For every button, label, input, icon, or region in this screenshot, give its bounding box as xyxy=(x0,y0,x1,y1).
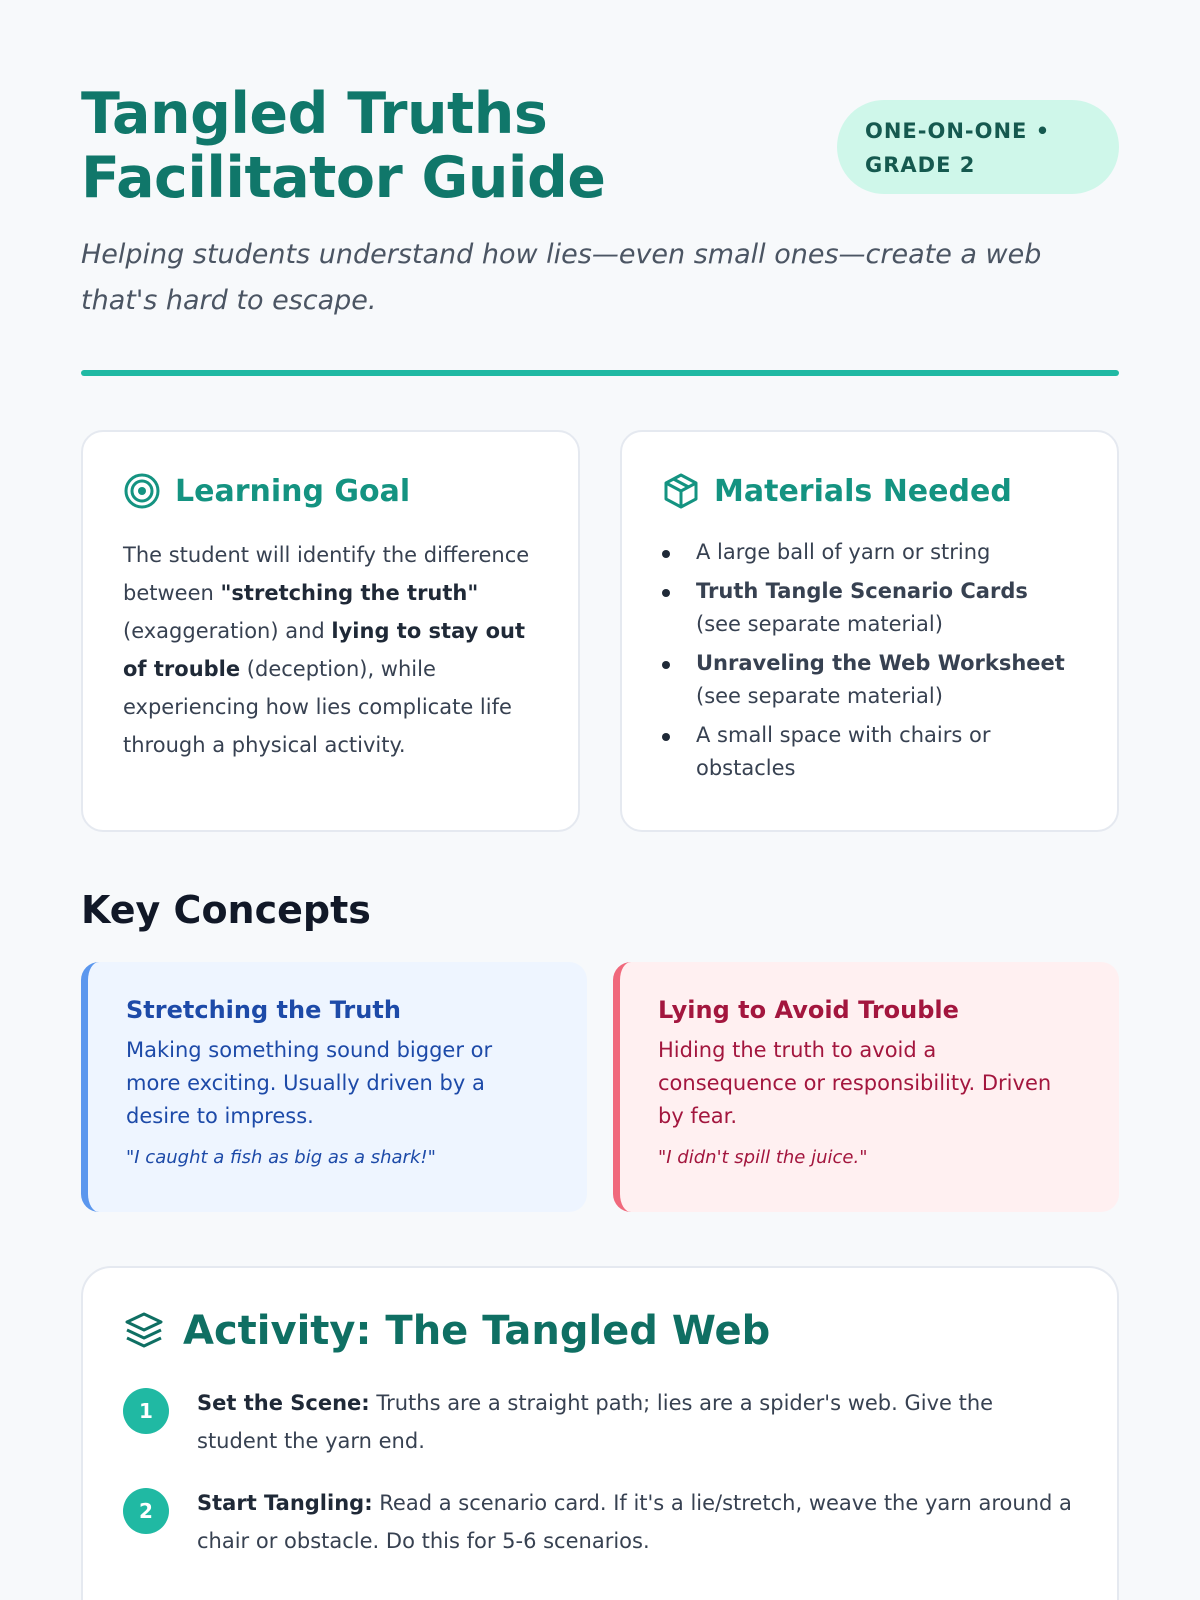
stretching-truth-card xyxy=(81,962,587,1212)
material-text: (see separate material) xyxy=(696,684,943,708)
lying-trouble-card xyxy=(613,962,1119,1212)
box-icon xyxy=(662,472,700,510)
step-text xyxy=(197,1484,1077,1560)
step-label: Start Tangling: xyxy=(197,1491,373,1515)
list-item xyxy=(662,536,1077,569)
step-description: Read a scenario card. If it's a lie/stretch, weave the yarn around a chair or obstacle. Do this for 5-6 scenarios. xyxy=(197,1491,1072,1553)
badge-line-1: ONE-ON-ONE • xyxy=(865,119,1051,143)
header xyxy=(81,0,1119,232)
stretching-title: Stretching the Truth xyxy=(126,996,401,1024)
goal-text-3: (deception), while experiencing how lies complicate life through a physical activity. xyxy=(123,657,512,757)
activity-step xyxy=(123,1384,1077,1460)
material-text: A large ball of yarn or string xyxy=(696,540,991,564)
badge-line-2: GRADE 2 xyxy=(865,153,976,177)
overview-cards xyxy=(81,430,1119,832)
step-description: Truths are a straight path; lies are a spider's web. Give the student the yarn end. xyxy=(197,1391,994,1453)
goal-text-2: (exaggeration) and xyxy=(123,619,332,643)
list-item xyxy=(662,575,1077,641)
list-item xyxy=(662,719,1077,785)
activity-header xyxy=(123,1308,1077,1354)
lying-quote: "I didn't spill the juice." xyxy=(658,1147,868,1168)
key-concepts xyxy=(81,962,1119,1212)
material-text: A small space with chairs or obstacles xyxy=(696,723,991,780)
lying-title: Lying to Avoid Trouble xyxy=(658,996,959,1024)
material-text: (see separate material) xyxy=(696,612,943,636)
activity-step xyxy=(123,1484,1077,1560)
material-bold: Unraveling the Web Worksheet xyxy=(696,651,1065,675)
activity-title: Activity: The Tangled Web xyxy=(183,1308,771,1354)
subtitle: Helping students understand how lies—even small ones—create a web that's hard to escape. xyxy=(81,239,1042,316)
divider xyxy=(81,370,1119,376)
materials-title: Materials Needed xyxy=(714,473,1012,509)
learning-goal-header xyxy=(123,472,538,510)
materials-card xyxy=(620,430,1119,832)
goal-bold-2: lying to stay out of trouble xyxy=(123,619,526,681)
list-item xyxy=(662,647,1077,713)
step-number: 2 xyxy=(123,1488,169,1534)
lying-text: Hiding the truth to avoid a consequence or responsibility. Driven by fear. xyxy=(658,1038,1052,1128)
learning-goal-title: Learning Goal xyxy=(175,473,411,509)
target-icon xyxy=(123,472,161,510)
grade-badge xyxy=(837,100,1119,194)
learning-goal-text xyxy=(123,536,538,764)
material-bold: Truth Tangle Scenario Cards xyxy=(696,579,1028,603)
goal-text-1: The student will identify the difference between xyxy=(123,543,530,605)
activity-card xyxy=(81,1266,1119,1600)
goal-bold-1: "stretching the truth" xyxy=(220,581,479,605)
stretching-quote: "I caught a fish as big as a shark!" xyxy=(126,1147,436,1168)
title-line-1: Tangled Truths xyxy=(81,81,548,147)
materials-list xyxy=(662,536,1077,785)
layers-icon xyxy=(123,1310,165,1352)
title-line-2: Facilitator Guide xyxy=(81,145,606,211)
materials-header xyxy=(662,472,1077,510)
step-text xyxy=(197,1384,1077,1460)
learning-goal-card xyxy=(81,430,580,832)
step-label: Set the Scene: xyxy=(197,1391,370,1415)
key-concepts-title: Key Concepts xyxy=(81,888,371,932)
stretching-text: Making something sound bigger or more exciting. Usually driven by a desire to impress. xyxy=(126,1038,493,1128)
step-number: 1 xyxy=(123,1388,169,1434)
